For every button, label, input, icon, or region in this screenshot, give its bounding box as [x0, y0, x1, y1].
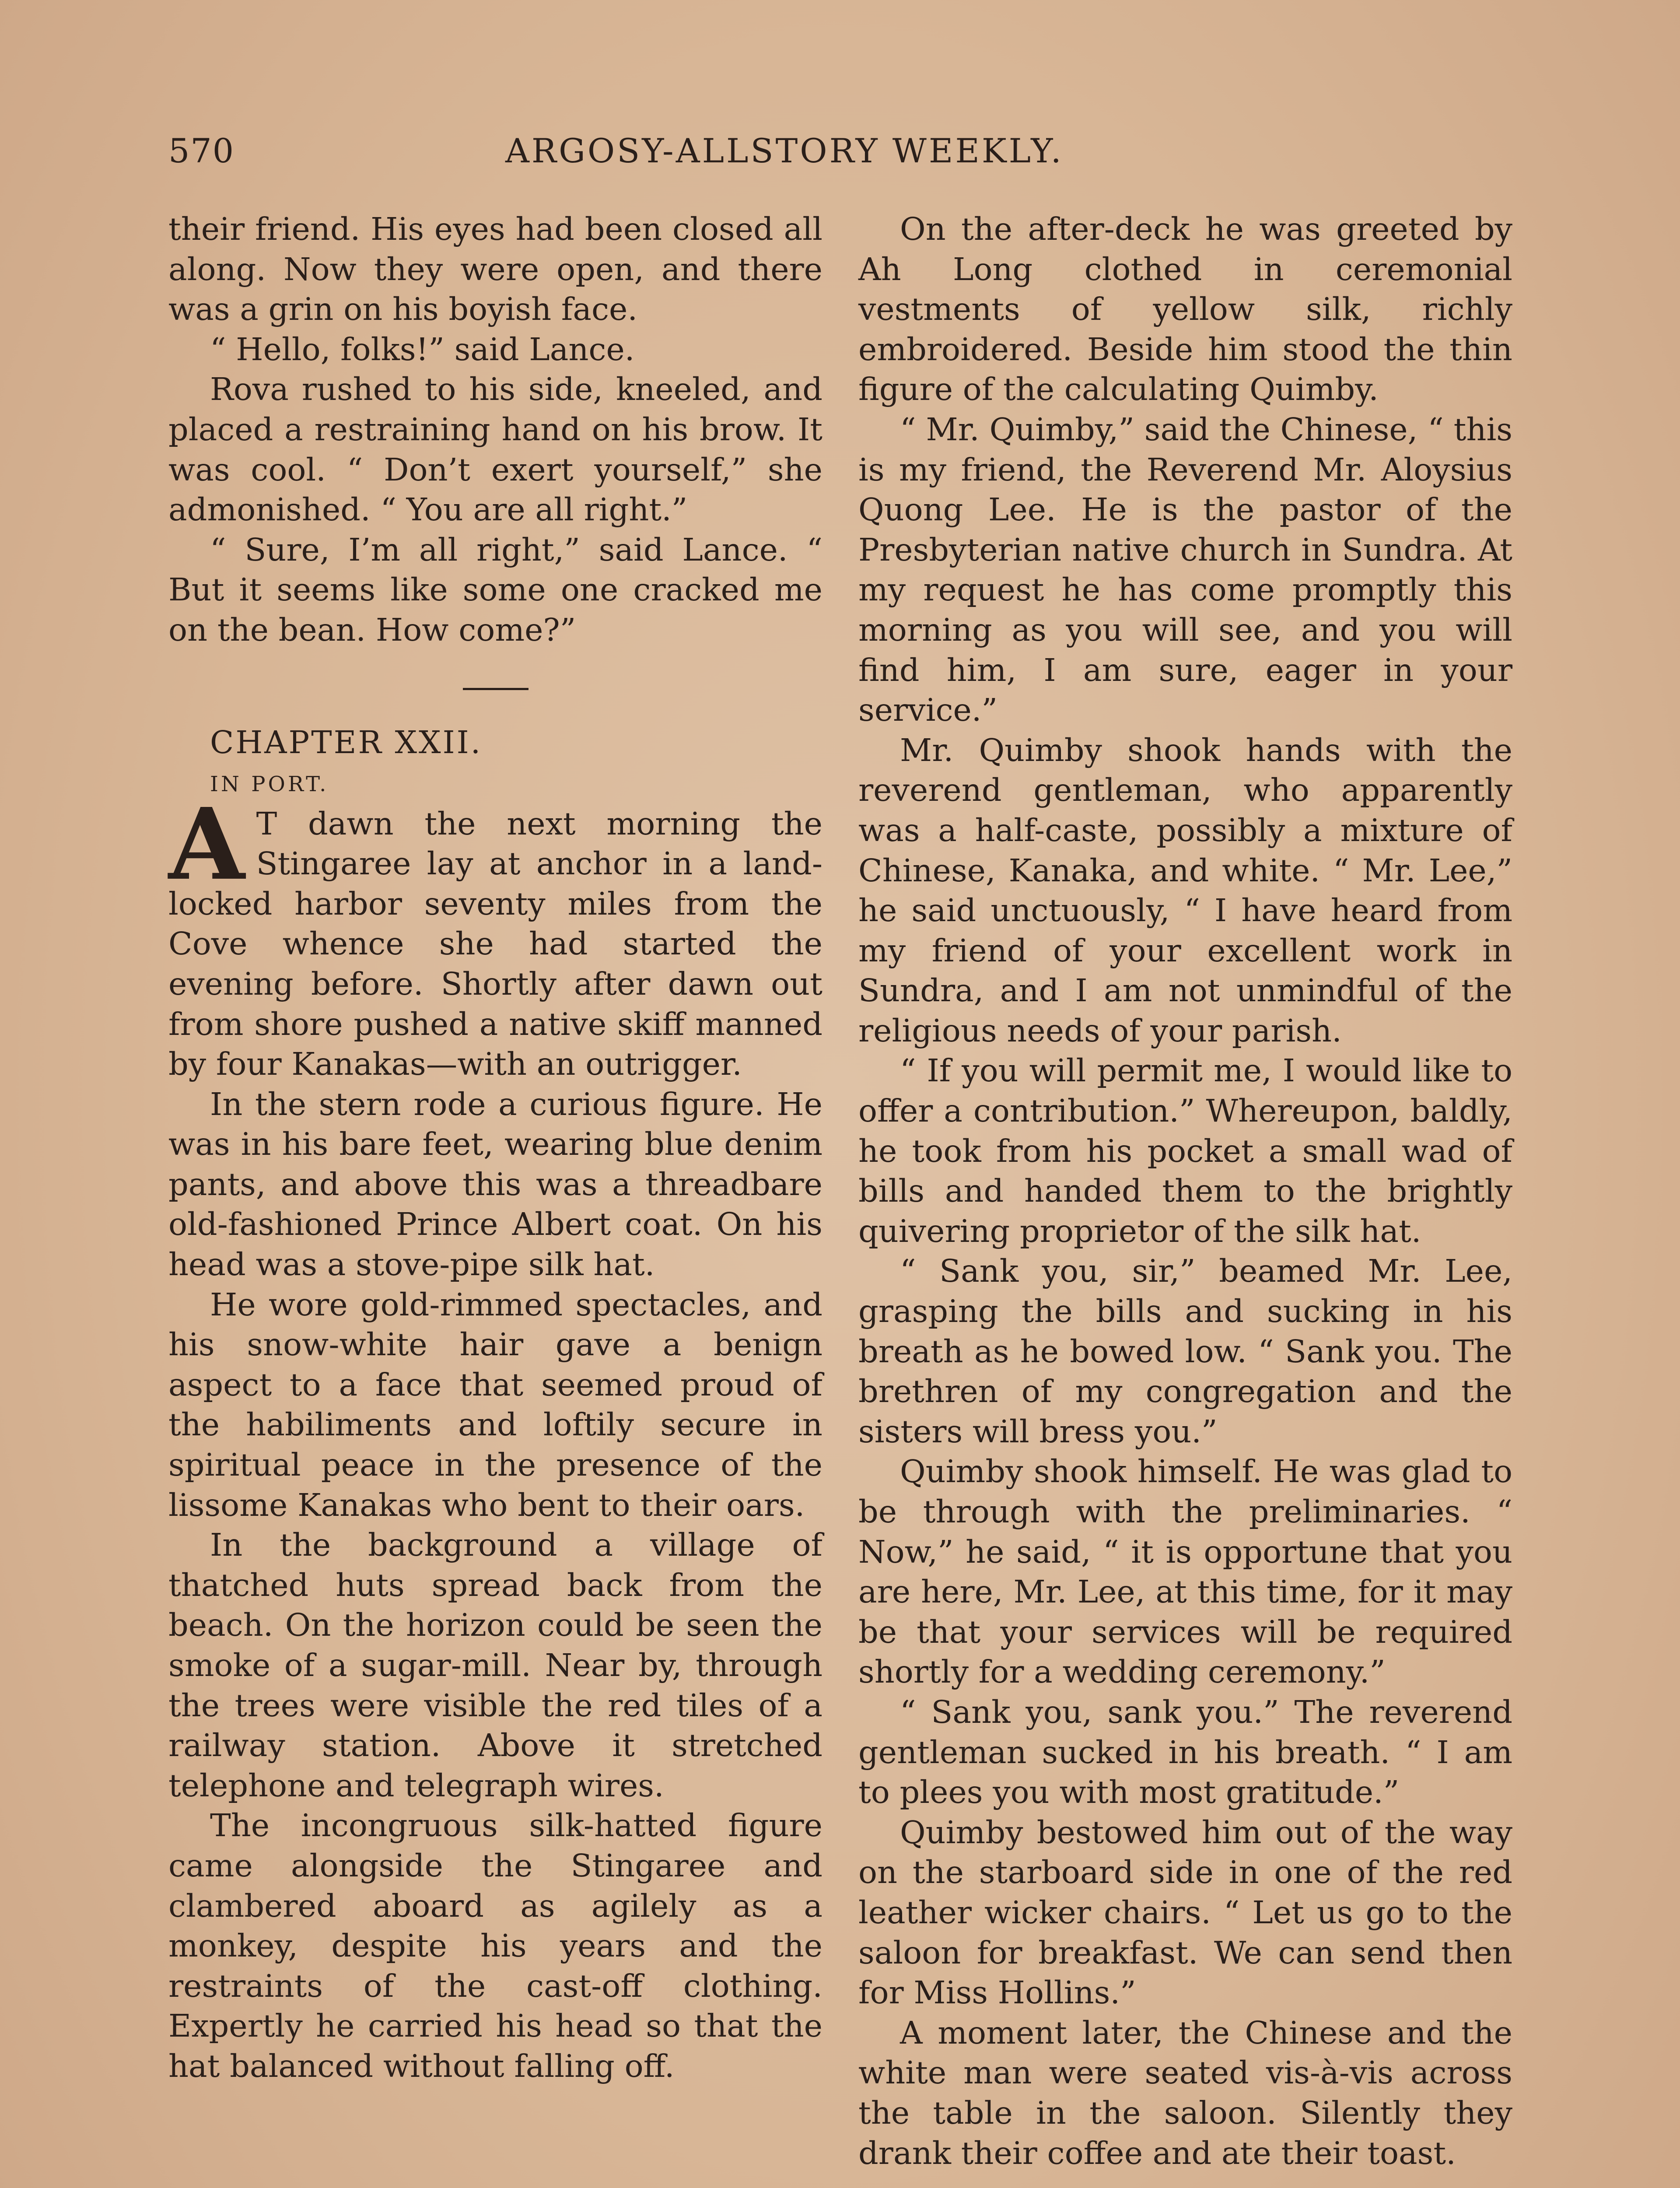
right-column — [858, 209, 1512, 2173]
paragraph: He wore gold-rimmed spectacles, and his snow-white hair gave a benign aspect to a face that seemed proud of the habiliments and loftily secure in spiritual peace in the presence of the lissome Kanakas who bent to their oars. — [168, 1286, 822, 1523]
paragraph: In the stern rode a curious figure. He was in his bare feet, wearing blue denim pants, and above this was a threadbare old-fashioned Prince Albert coat. On his head was a stove-pipe silk hat. — [168, 1086, 822, 1283]
paragraph: Quimby shook himself. He was glad to be through with the preliminaries. “ Now,” he said, “ it is opportune that you are here, Mr. Lee, at this time, for it may be that your services will be required shortly for a wedding ceremony.” — [858, 1453, 1512, 1690]
paragraph-text: T dawn the next morning the Stingaree lay at anchor in a land-locked harbor seventy miles from the Cove whence she had started the evening before. Shortly after dawn out from shore pushed a native skiff manned by four Kanakas—with an outrigger. — [168, 805, 822, 1083]
chapter-subtitle: IN PORT. — [210, 771, 329, 796]
chapter-title: CHAPTER XXII. — [210, 724, 483, 761]
paragraph: “ Mr. Quimby,” said the Chinese, “ this is my friend, the Reverend Mr. Aloysius Quong Lee. He is the pastor of the Presbyterian native church in Sundra. At my request he has come promptly this morning as you will see, and you will find him, I am sure, eager in your service.” — [858, 411, 1512, 729]
paragraph: Quimby bestowed him out of the way on the starboard side in one of the red leather wicker chairs. “ Let us go to the saloon for breakfast. We can send then for Miss Hollins.” — [858, 1814, 1512, 2011]
paragraph: “ Sank you, sir,” beamed Mr. Lee, grasping the bills and sucking in his breath as he bowed low. “ Sank you. The brethren of my congregation and the sisters will bress you.” — [858, 1253, 1512, 1450]
paragraph: The incongruous silk-hatted figure came alongside the Stingaree and clambered aboard as agilely as a monkey, despite his years and the restraints of the cast-off clothing. Expertly he carried his head so that the hat balanced without falling off. — [168, 1807, 822, 2084]
paragraph: In the background a village of thatched huts spread back from the beach. On the horizon could be seen the smoke of a sugar-mill. Near by, through the trees were visible the red tiles of a railway station. Above it stretched telephone and telegraph wires. — [168, 1527, 822, 1804]
paragraph: their friend. His eyes had been closed all along. Now they were open, and there was a grin on his boyish face. — [168, 211, 822, 328]
running-head: ARGOSY-ALLSTORY WEEKLY. — [505, 131, 1064, 170]
section-divider — [463, 688, 528, 690]
paragraph: Mr. Quimby shook hands with the reverend gentleman, who apparently was a half-caste, possibly a mixture of Chinese, Kanaka, and white. “ Mr. Lee,” he said unctuously, “ I have heard from my friend of your excellent work in Sundra, and I am not unmindful of the religious needs of your parish. — [858, 732, 1512, 1049]
paragraph: “ Hello, folks!” said Lance. — [210, 331, 635, 368]
drop-cap: A — [168, 786, 245, 902]
page-header — [168, 120, 1516, 182]
chapter-opening-paragraph — [168, 786, 822, 1084]
page-number: 570 — [168, 131, 235, 170]
paragraph: “ Sank you, sank you.” The reverend gentleman sucked in his breath. “ I am to plees you with most gratitude.” — [858, 1694, 1512, 1811]
paragraph: A moment later, the Chinese and the white man were seated vis-à-vis across the table in the saloon. Silently they drank their coffee and ate their toast. — [858, 2014, 1512, 2171]
left-column — [168, 209, 822, 2086]
paragraph: Rova rushed to his side, kneeled, and placed a restraining hand on his brow. It was cool. “ Don’t exert yourself,” she admonished. “ You are all right.” — [168, 371, 822, 528]
paragraph: “ If you will permit me, I would like to offer a contribution.” Whereupon, baldly, he took from his pocket a small wad of bills and handed them to the brightly quivering proprietor of the silk hat. — [858, 1052, 1512, 1249]
paragraph: On the after-deck he was greeted by Ah Long clothed in ceremonial vestments of yellow silk, richly embroidered. Beside him stood the thin figure of the calculating Quimby. — [858, 211, 1512, 408]
paragraph: “ Sure, I’m all right,” said Lance. “ But it seems like some one cracked me on the bean. How come?” — [168, 531, 822, 648]
